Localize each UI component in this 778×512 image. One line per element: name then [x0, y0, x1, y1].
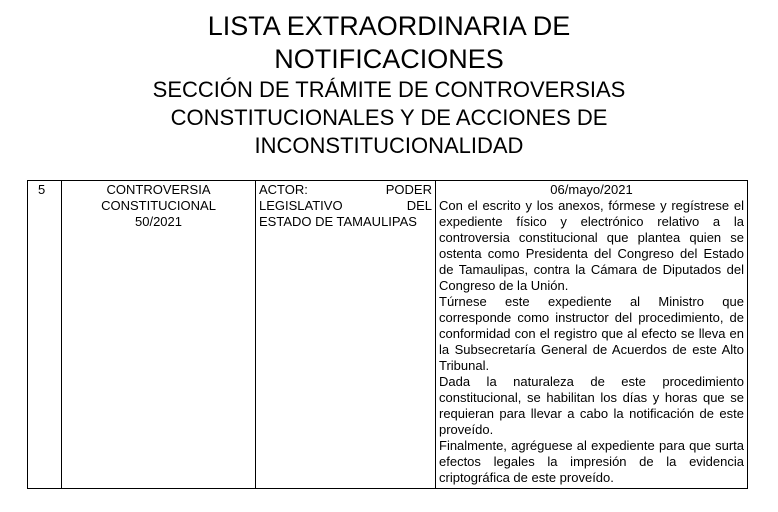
actor-word-3: DEL: [406, 198, 432, 213]
agreement-cell: [436, 181, 748, 489]
subtitle-line-2: CONSTITUCIONALES Y DE ACCIONES DE: [170, 105, 608, 130]
document-header: [0, 10, 778, 160]
actor-word-2: LEGISLATIVO: [259, 198, 343, 213]
parties-cell: [256, 181, 436, 489]
agreement-paragraph-1: Con el escrito y los anexos, fórmese y regístrese el expediente físico y electrónico relativo a la controversia constitucional que plantea quien se ostenta como Presidenta del Congreso del Estado de Tamaulipas, contra la Cámara de Diputados del Congreso de la Unión.: [439, 198, 744, 293]
subtitle-line-1: SECCIÓN DE TRÁMITE DE CONTROVERSIAS: [152, 77, 626, 102]
agreement-date: 06/mayo/2021: [550, 182, 633, 197]
case-type-cell: [62, 181, 256, 489]
case-type-line-2: CONSTITUCIONAL: [101, 198, 216, 213]
agreement-paragraph-2: Túrnese este expediente al Ministro que corresponde como instructor del procedimiento, de conformidad con el registro que al efecto se lleva en la Subsecretaría General de Acuerdos de este Alto Tribunal.: [439, 294, 744, 373]
notifications-table: [27, 180, 748, 489]
case-type-line-1: CONTROVERSIA: [106, 182, 211, 197]
row-number: 5: [28, 181, 62, 489]
agreement-paragraph-4: Finalmente, agréguese al expediente para que surta efectos legales la impresión de la evidencia criptográfica de este proveído.: [439, 438, 744, 485]
subtitle-line-3: INCONSTITUCIONALIDAD: [254, 133, 524, 158]
agreement-paragraph-3: Dada la naturaleza de este procedimiento constitucional, se habilitan los días y horas que se requieran para llevar a cabo la notificación de este proveído.: [439, 374, 744, 437]
title-line-2: NOTIFICACIONES: [274, 44, 504, 74]
actor-line-1: [259, 182, 432, 198]
actor-label: ACTOR:: [259, 182, 308, 197]
case-number: 50/2021: [135, 214, 182, 229]
title-line-1: LISTA EXTRAORDINARIA DE: [207, 11, 571, 41]
actor-line-2: [259, 198, 432, 214]
actor-word-1: PODER: [385, 182, 432, 197]
table-row: [28, 181, 748, 489]
actor-line-3: ESTADO DE TAMAULIPAS: [259, 214, 417, 229]
